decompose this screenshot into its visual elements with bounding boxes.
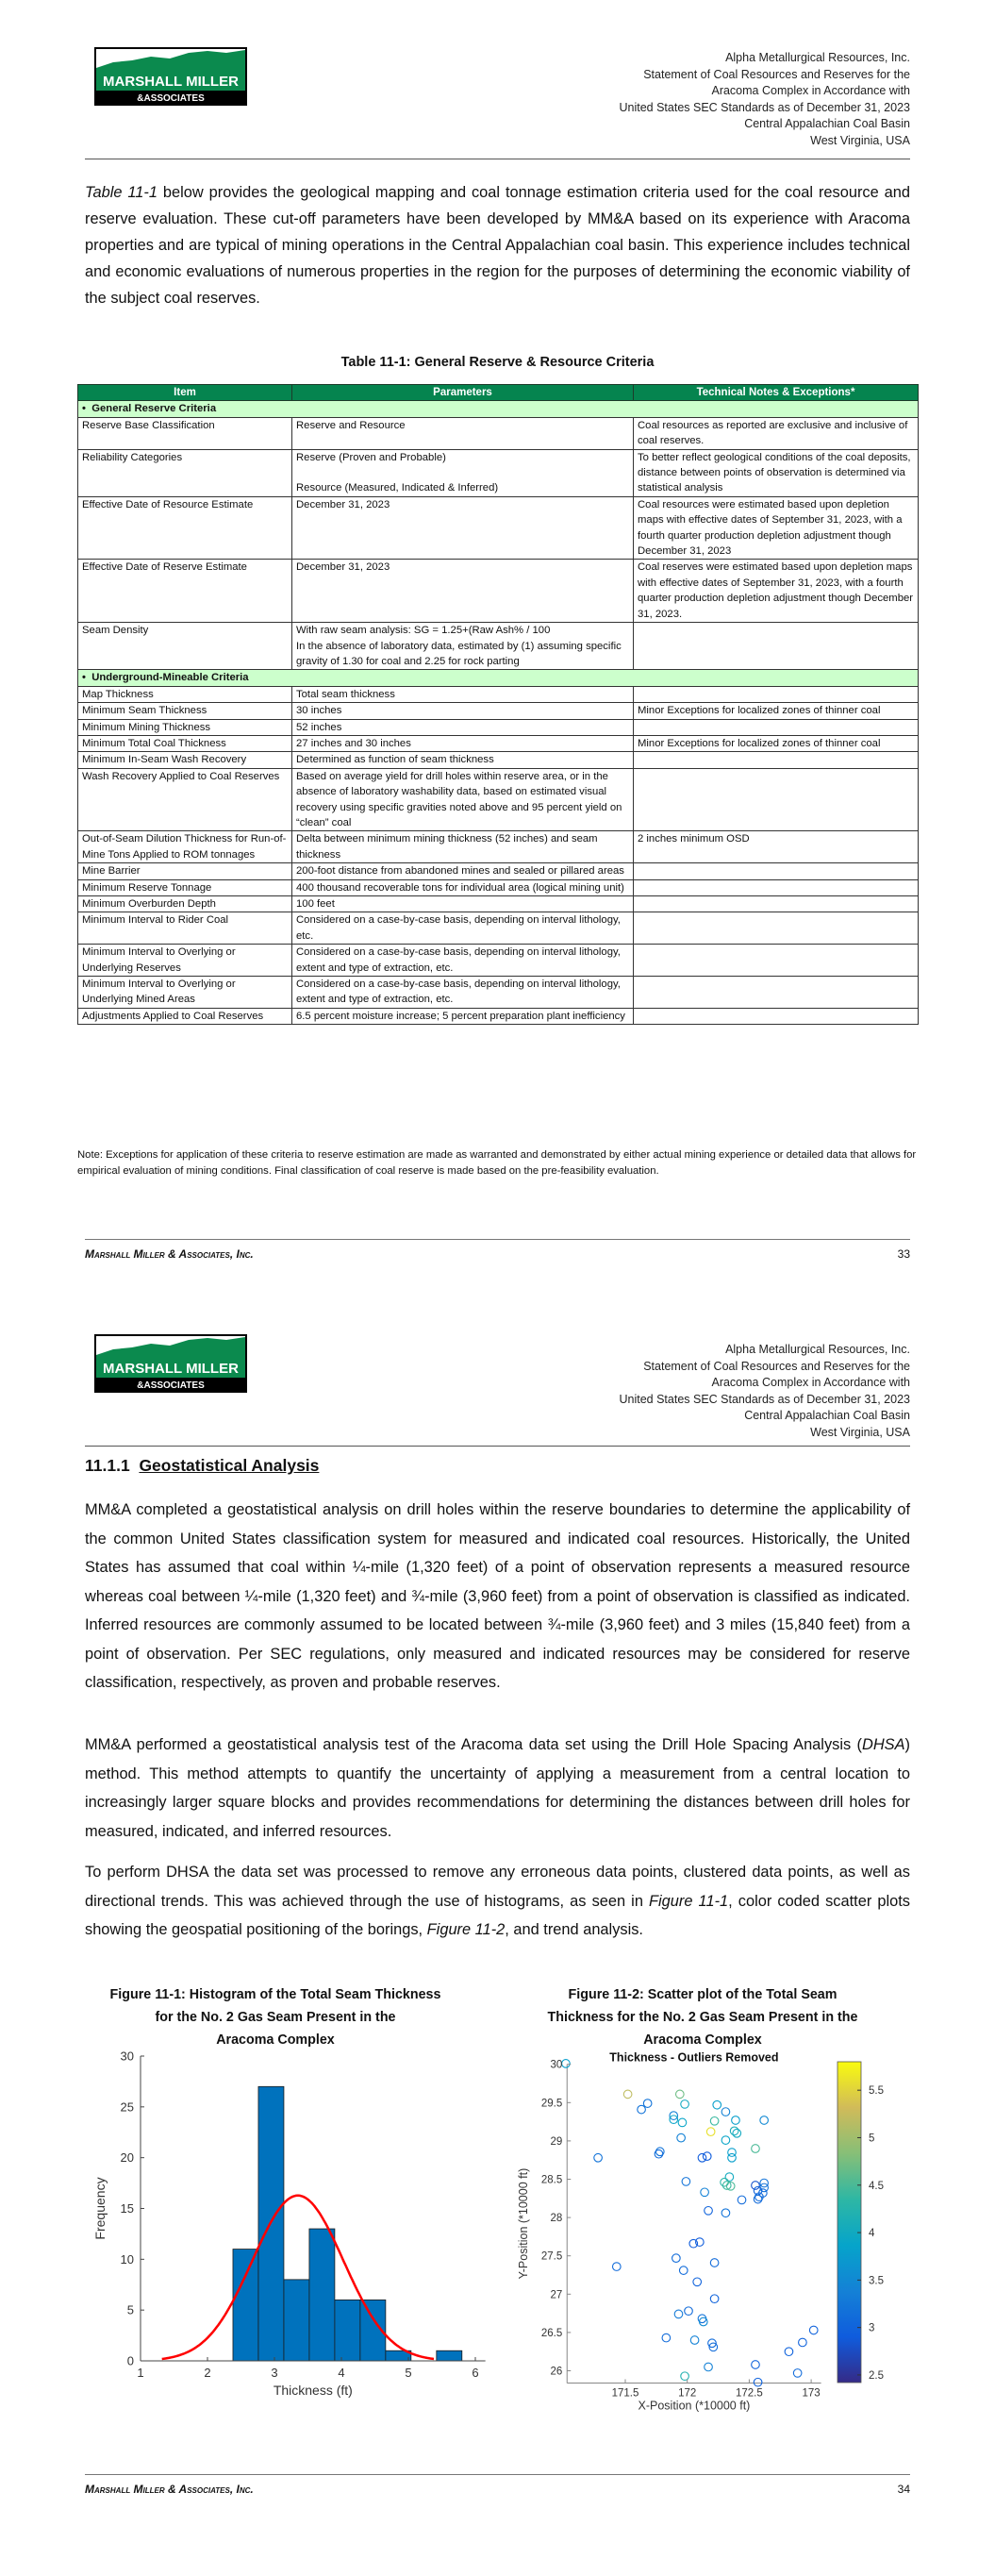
y-tick-label: 0 <box>126 2353 134 2368</box>
parameter-line: 200-foot distance from abandoned mines and sealed or pillared areas <box>296 865 624 878</box>
y-tick-label: 28.5 <box>540 2174 563 2186</box>
scatter-point <box>721 2209 730 2217</box>
table-title: Table 11-1: General Reserve & Resource Criteria <box>340 355 655 370</box>
scatter-point <box>721 2136 730 2145</box>
scatter-point <box>594 2153 603 2162</box>
paragraph-processing <box>85 1858 910 1945</box>
colorbar-tick-label: 3 <box>869 2322 875 2334</box>
colorbar-tick-label: 2.5 <box>869 2369 884 2382</box>
cell-parameters <box>292 623 634 670</box>
scatter-point <box>703 2152 711 2161</box>
cell-notes <box>634 863 919 879</box>
y-tick-label: 5 <box>126 2302 134 2317</box>
table-row <box>78 623 919 670</box>
section-title: Underground-Mineable Criteria <box>91 672 249 684</box>
table-row <box>78 863 919 879</box>
cell-notes <box>634 977 919 1009</box>
parameter-line: Reserve and Resource <box>296 419 406 431</box>
parameter-line: Considered on a case-by-case basis, depending on interval lithology, etc. <box>296 914 621 942</box>
table-row <box>78 719 919 735</box>
section-title: General Reserve Criteria <box>91 403 217 415</box>
section-label: • General Reserve Criteria <box>78 401 919 417</box>
parameter-line: December 31, 2023 <box>296 561 390 574</box>
cell-notes <box>634 879 919 895</box>
table-row <box>78 912 919 945</box>
cell-notes: Coal reserves were estimated based upon depletion maps with effective dates of September 31, 2023, with a fourth quarter production depletion adjustment though December 31, 2023. <box>634 560 919 623</box>
cell-parameters <box>292 879 634 895</box>
x-tick-label: 6 <box>472 2366 479 2380</box>
colorbar-tick-label: 5.5 <box>869 2085 884 2098</box>
cell-parameters <box>292 863 634 879</box>
parameter-line: December 31, 2023 <box>296 498 390 510</box>
text: , color coded scatter plots showing the geospatial positioning of the borings, <box>85 1892 910 1938</box>
cell-parameters <box>292 896 634 912</box>
cell-notes <box>634 623 919 670</box>
scatter-point <box>643 2099 652 2108</box>
cell-item: Minimum Total Coal Thickness <box>78 735 292 751</box>
scatter-point <box>754 2195 762 2203</box>
table-header-row <box>78 385 919 401</box>
scatter-point <box>738 2196 746 2204</box>
table-row <box>78 945 919 977</box>
dhsa-term: DHSA <box>861 1736 905 1753</box>
page-number: 33 <box>897 1247 910 1261</box>
table-note: Note: Exceptions for application of these criteria to reserve estimation are made as warranted and demonstrated by either actual mining experience or detailed data that allows for empirical evaluation of mining conditions. Final classification of coal reserve is made based on the pre-feasibility evaluation. <box>77 1149 917 1177</box>
header-divider <box>85 1446 910 1447</box>
cell-notes: Minor Exceptions for localized zones of thinner coal <box>634 703 919 719</box>
parameter-line: 100 feet <box>296 898 335 910</box>
header-line: Alpha Metallurgical Resources, Inc. <box>725 51 910 64</box>
parameter-line: 30 inches <box>296 705 342 717</box>
scatter-point <box>713 2100 721 2109</box>
table-row <box>78 768 919 831</box>
histogram-bar <box>284 2280 309 2361</box>
header-line: West Virginia, USA <box>810 1425 910 1439</box>
scatter-point <box>690 2336 699 2345</box>
parameter-line: Considered on a case-by-case basis, depending on interval lithology, extent and type of extraction, etc. <box>296 946 621 974</box>
scatter-point <box>676 2090 685 2099</box>
parameter-line: Considered on a case-by-case basis, depending on interval lithology, extent and type of extraction, etc. <box>296 979 621 1006</box>
caption-line: Thickness for the No. 2 Gas Seam Present in the <box>547 2010 858 2025</box>
y-tick-label: 15 <box>120 2201 134 2216</box>
x-axis-label: X-Position (*10000 ft) <box>638 2399 751 2413</box>
section-heading <box>85 1456 319 1476</box>
text: ) method. This method attempts to quantify the uncertainty of applying a measurement from a central location to increasingly larger square blocks and provides recommendations for determining the distances between drill holes for measured, indicated, and inferred resources. <box>85 1736 910 1840</box>
cell-parameters <box>292 496 634 560</box>
svg-text:&ASSOCIATES: &ASSOCIATES <box>137 93 205 104</box>
caption-line: for the No. 2 Gas Seam Present in the <box>155 2010 396 2025</box>
scatter-point <box>682 2178 690 2186</box>
table-row <box>78 1008 919 1024</box>
caption-line: Figure 11-1: Histogram of the Total Seam Thickness <box>109 1987 441 2002</box>
cell-item: Minimum Interval to Overlying or Underlying Mined Areas <box>78 977 292 1009</box>
scatter-point <box>698 2153 706 2162</box>
histogram-bar <box>335 2300 360 2361</box>
cell-item: Effective Date of Reserve Estimate <box>78 560 292 623</box>
scatter-point <box>678 2118 687 2127</box>
scatter-point <box>705 2206 713 2215</box>
table-row <box>78 496 919 560</box>
footer-divider <box>85 1239 910 1240</box>
intro-text: below provides the geological mapping and coal tonnage estimation criteria used for the coal resource and reserve evaluation. These cut-off parameters have been developed by MM&A based on its experience with Aracoma properties and are typical of mining operations in the Central Appalachian coal basin. This experience includes technical and economic evaluations of numerous properties in the region for the purposes of determining the economic viability of the subject coal reserves. <box>85 184 910 307</box>
scatter-point <box>728 2153 737 2162</box>
scatter-point <box>638 2105 646 2114</box>
cell-notes <box>634 752 919 768</box>
cell-notes: Minor Exceptions for localized zones of thinner coal <box>634 735 919 751</box>
text: To perform DHSA the data set was processed to remove any erroneous data points, clustered data points, as well as directional trends. This was achieved through the use of histograms, as seen in <box>85 1864 910 1910</box>
scatter-point <box>760 2116 769 2125</box>
colorbar-tick-label: 4 <box>869 2228 875 2240</box>
cell-parameters <box>292 945 634 977</box>
scatter-point <box>662 2333 671 2342</box>
table-reference: Table 11-1 <box>85 184 158 201</box>
parameter-line: 27 inches and 30 inches <box>296 737 411 749</box>
scatter-point <box>699 2317 707 2326</box>
table-row <box>78 417 919 449</box>
cell-parameters <box>292 417 634 449</box>
cell-notes: 2 inches minimum OSD <box>634 831 919 863</box>
x-tick-label: 3 <box>271 2366 278 2380</box>
cell-parameters <box>292 831 634 863</box>
table-row <box>78 686 919 702</box>
paragraph-geostatistics: MM&A completed a geostatistical analysis on drill holes within the reserve boundaries to determine the applicability of the common United States classification system for measured and indicated coal resources. Historically, the United States has assumed that coal within ¼-mile (1,320 feet) of a point of observation represents a measured resource whereas coal between ¼-mile (1,320 feet) and ¾-mile (3,960 feet) from a point of observation is classified as indicated. Inferred resources are commonly assumed to be located between ¾-mile (3,960 feet) and 3 miles (15,840 feet) from a point of observation. Per SEC regulations, only measured and indicated resources may be considered for reserve classification, respectively, as proven and probable reserves. <box>85 1501 910 1691</box>
caption-line: Aracoma Complex <box>643 2032 762 2048</box>
cell-item: Minimum Interval to Rider Coal <box>78 912 292 945</box>
colorbar <box>837 2062 861 2383</box>
scatter-point <box>730 2127 738 2135</box>
parameter-line: With raw seam analysis: SG = 1.25+(Raw Ash% / 100 <box>296 625 551 637</box>
scatter-point <box>681 2100 689 2109</box>
y-tick-label: 25 <box>120 2099 134 2115</box>
header-line: United States SEC Standards as of December 31, 2023 <box>619 100 910 114</box>
column-header-parameters: Parameters <box>292 385 634 401</box>
histogram-bar <box>233 2250 258 2361</box>
header-line: Statement of Coal Resources and Reserves for the <box>643 1359 910 1373</box>
cell-item: Wash Recovery Applied to Coal Reserves <box>78 768 292 831</box>
colorbar-tick-label: 3.5 <box>869 2275 884 2287</box>
cell-parameters <box>292 686 634 702</box>
cell-item: Minimum Reserve Tonnage <box>78 879 292 895</box>
scatter-point <box>754 2378 762 2386</box>
cell-item: Reliability Categories <box>78 449 292 496</box>
header-line: Central Appalachian Coal Basin <box>744 117 910 131</box>
cell-parameters <box>292 752 634 768</box>
cell-parameters <box>292 735 634 751</box>
parameter-line: 52 inches <box>296 721 342 733</box>
svg-text:MARSHALL MILLER: MARSHALL MILLER <box>103 74 239 90</box>
section-number: 11.1.1 <box>85 1456 130 1475</box>
caption-line: Aracoma Complex <box>216 2032 335 2048</box>
table-row <box>78 977 919 1009</box>
scatter-point <box>613 2263 622 2271</box>
cell-item: Out-of-Seam Dilution Thickness for Run-of-Mine Tons Applied to ROM tonnages <box>78 831 292 863</box>
parameter-line: 6.5 percent moisture increase; 5 percent preparation plant inefficiency <box>296 1010 625 1022</box>
histogram-chart <box>85 2046 500 2414</box>
scatter-point <box>681 2372 689 2381</box>
x-tick-label: 171.5 <box>611 2387 639 2400</box>
cell-item: Minimum Interval to Overlying or Underlying Reserves <box>78 945 292 977</box>
y-tick-label: 10 <box>120 2251 134 2267</box>
page-number: 34 <box>897 2483 910 2496</box>
header-line: Central Appalachian Coal Basin <box>744 1409 910 1423</box>
x-tick-label: 172 <box>678 2387 697 2400</box>
parameter-line: Reserve (Proven and Probable) <box>296 451 446 463</box>
criteria-table <box>77 384 919 1025</box>
scatter-point <box>785 2348 793 2356</box>
parameter-line: Determined as function of seam thickness <box>296 754 494 766</box>
y-tick-label: 30 <box>550 2059 563 2071</box>
scatter-point <box>679 2267 688 2275</box>
cell-item: Adjustments Applied to Coal Reserves <box>78 1008 292 1024</box>
header-line: United States SEC Standards as of December 31, 2023 <box>619 1392 910 1406</box>
section-label: • Underground-Mineable Criteria <box>78 670 919 686</box>
y-tick-label: 26 <box>550 2366 563 2378</box>
cell-notes <box>634 719 919 735</box>
cell-notes <box>634 686 919 702</box>
scatter-point <box>760 2179 769 2187</box>
cell-item: Mine Barrier <box>78 863 292 879</box>
table-row <box>78 735 919 751</box>
cell-parameters <box>292 977 634 1009</box>
table-row <box>78 896 919 912</box>
histogram-bar <box>309 2229 335 2361</box>
cell-item: Effective Date of Resource Estimate <box>78 496 292 560</box>
table-row <box>78 449 919 496</box>
cell-item: Minimum Mining Thickness <box>78 719 292 735</box>
section-row <box>78 670 919 686</box>
footer-company: Marshall Miller & Associates, Inc. <box>85 2483 254 2496</box>
scatter-point <box>701 2188 709 2197</box>
scatter-point <box>733 2129 741 2137</box>
scatter-point <box>732 2116 740 2125</box>
scatter-point <box>655 2149 663 2158</box>
scatter-point <box>710 2295 719 2303</box>
cell-item: Seam Density <box>78 623 292 670</box>
header-line: Alpha Metallurgical Resources, Inc. <box>725 1343 910 1356</box>
scatter-point <box>799 2338 807 2347</box>
marshall-miller-logo <box>94 47 247 106</box>
cell-item: Reserve Base Classification <box>78 417 292 449</box>
scatter-point <box>674 2310 683 2318</box>
document-header <box>619 1342 910 1442</box>
cell-notes <box>634 896 919 912</box>
cell-parameters <box>292 560 634 623</box>
parameter-line <box>296 465 629 480</box>
scatter-point <box>677 2133 686 2142</box>
parameter-line: Resource (Measured, Indicated & Inferred) <box>296 482 499 494</box>
cell-item: Minimum Seam Thickness <box>78 703 292 719</box>
cell-notes: To better reflect geological conditions of the coal deposits, distance between points of observation is determined via statistical analysis <box>634 449 919 496</box>
scatter-point <box>752 2361 760 2369</box>
cell-item: Minimum Overburden Depth <box>78 896 292 912</box>
y-tick-label: 28 <box>550 2213 563 2225</box>
parameter-line: Delta between minimum mining thickness (52 inches) and seam thickness <box>296 833 598 861</box>
scatter-point <box>705 2363 713 2371</box>
table-row <box>78 831 919 863</box>
figure-11-1-caption <box>87 1983 464 2051</box>
footer-company: Marshall Miller & Associates, Inc. <box>85 1247 254 1261</box>
parameter-line: Based on average yield for drill holes within reserve area, or in the absence of laboratory washability data, based on estimated visual recovery using specific gravities noted above and 95 percent yield on “clean” coal <box>296 770 622 828</box>
header-line: West Virginia, USA <box>810 133 910 147</box>
x-tick-label: 5 <box>405 2366 412 2380</box>
figure-reference: Figure 11-1 <box>649 1892 729 1910</box>
x-tick-label: 172.5 <box>736 2387 763 2400</box>
section-title: Geostatistical Analysis <box>139 1456 320 1475</box>
cell-notes <box>634 912 919 945</box>
x-tick-label: 173 <box>802 2387 821 2400</box>
paragraph-dhsa <box>85 1731 910 1846</box>
cell-parameters <box>292 768 634 831</box>
y-axis-label: Frequency <box>92 2177 108 2240</box>
cell-notes: Coal resources as reported are exclusive and inclusive of coal reserves. <box>634 417 919 449</box>
scatter-chart <box>509 2043 905 2420</box>
y-tick-label: 26.5 <box>540 2327 563 2339</box>
colorbar-tick-label: 4.5 <box>869 2180 884 2192</box>
scatter-point <box>752 2182 760 2190</box>
cell-parameters <box>292 703 634 719</box>
scatter-point <box>693 2278 702 2286</box>
y-tick-label: 30 <box>120 2049 134 2064</box>
x-axis-label: Thickness (ft) <box>273 2383 353 2398</box>
figure-11-2-caption <box>500 1983 905 2051</box>
parameter-line: In the absence of laboratory data, estimated by (1) assuming specific gravity of 1.30 for coal and 2.25 for rock parting <box>296 640 622 667</box>
intro-paragraph <box>85 179 910 311</box>
header-line: Statement of Coal Resources and Reserves for the <box>643 67 910 81</box>
cell-item: Map Thickness <box>78 686 292 702</box>
cell-parameters <box>292 449 634 496</box>
scatter-point <box>706 2128 715 2136</box>
scatter-point <box>809 2326 818 2334</box>
table-row <box>78 703 919 719</box>
histogram-bar <box>437 2350 462 2361</box>
cell-parameters <box>292 912 634 945</box>
scatter-point <box>685 2307 693 2316</box>
scatter-point <box>725 2173 734 2182</box>
header-line: Aracoma Complex in Accordance with <box>711 1376 910 1390</box>
x-tick-label: 4 <box>338 2366 345 2380</box>
cell-notes <box>634 1008 919 1024</box>
y-tick-label: 29 <box>550 2135 563 2148</box>
cell-item: Minimum In-Seam Wash Recovery <box>78 752 292 768</box>
caption-line: Figure 11-2: Scatter plot of the Total Seam <box>568 1987 837 2002</box>
y-tick-label: 27.5 <box>540 2250 563 2263</box>
chart-title: Thickness - Outliers Removed <box>609 2050 779 2065</box>
y-tick-label: 27 <box>550 2289 563 2301</box>
scatter-point <box>710 2116 719 2125</box>
scatter-point <box>562 2060 571 2068</box>
cell-parameters <box>292 719 634 735</box>
header-line: Aracoma Complex in Accordance with <box>711 84 910 98</box>
column-header-notes: Technical Notes & Exceptions* <box>634 385 919 401</box>
x-tick-label: 2 <box>204 2366 211 2380</box>
x-tick-label: 1 <box>137 2366 144 2380</box>
cell-notes: Coal resources were estimated based upon depletion maps with effective dates of September 31, 2023, with a fourth quarter production depletion adjustment though December 31, 2023 <box>634 496 919 560</box>
parameter-line: Total seam thickness <box>296 688 395 700</box>
text: MM&A performed a geostatistical analysis test of the Aracoma data set using the Drill Hole Spacing Analysis ( <box>85 1736 862 1753</box>
svg-text:&ASSOCIATES: &ASSOCIATES <box>137 1380 205 1391</box>
scatter-point <box>793 2369 802 2378</box>
cell-notes <box>634 768 919 831</box>
text: , and trend analysis. <box>505 1921 643 1938</box>
marshall-miller-logo <box>94 1334 247 1393</box>
scatter-point <box>721 2108 730 2116</box>
scatter-point <box>623 2090 632 2099</box>
scatter-point <box>752 2145 760 2153</box>
table-row <box>78 560 919 623</box>
svg-text:MARSHALL MILLER: MARSHALL MILLER <box>103 1361 239 1377</box>
section-row <box>78 401 919 417</box>
y-axis-label: Y-Position (*10000 ft) <box>517 2167 531 2280</box>
document-header <box>619 50 910 150</box>
parameter-line: 400 thousand recoverable tons for individual area (logical mining unit) <box>296 881 624 894</box>
scatter-point <box>672 2254 681 2263</box>
cell-parameters <box>292 1008 634 1024</box>
y-tick-label: 29.5 <box>540 2098 563 2110</box>
colorbar-tick-label: 5 <box>869 2133 875 2145</box>
column-header-item: Item <box>78 385 292 401</box>
scatter-point <box>710 2259 719 2267</box>
figure-reference: Figure 11-2 <box>426 1921 506 1938</box>
cell-notes <box>634 945 919 977</box>
footer-divider <box>85 2474 910 2475</box>
table-row <box>78 752 919 768</box>
y-tick-label: 20 <box>120 2150 134 2166</box>
table-row <box>78 879 919 895</box>
